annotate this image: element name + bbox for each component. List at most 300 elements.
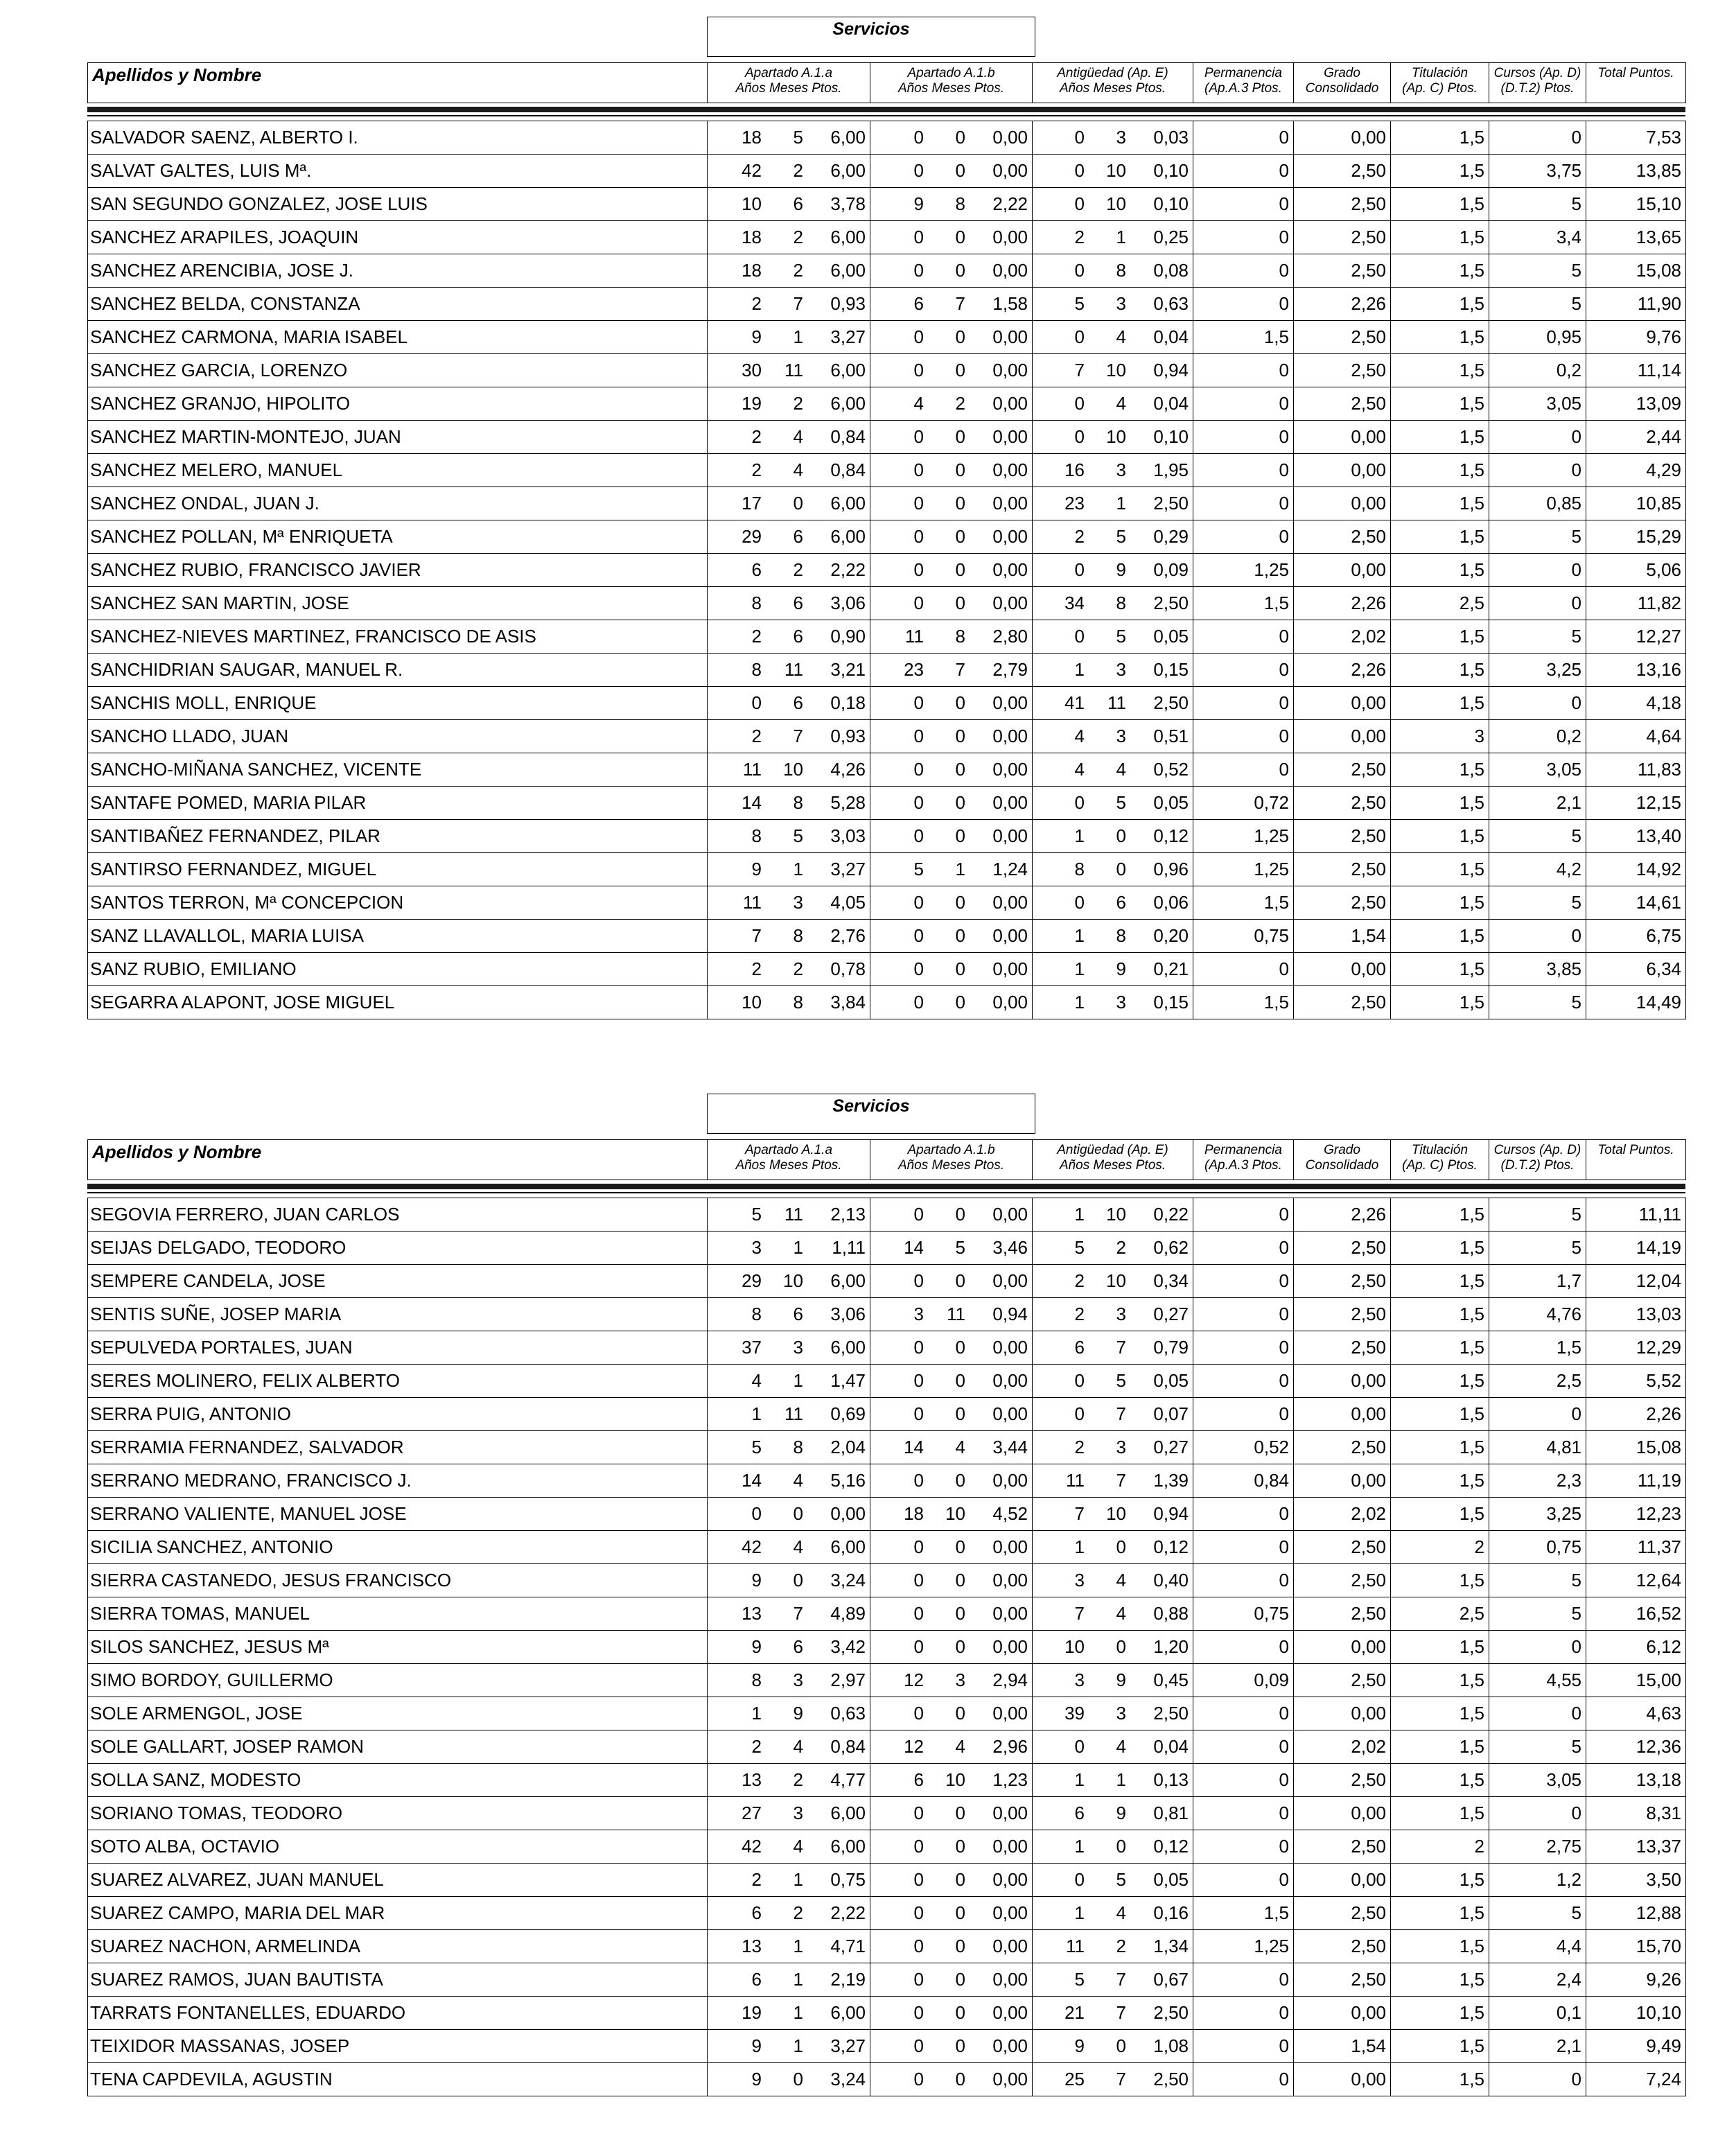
antiguedad-meses: 9	[1116, 958, 1126, 979]
person-name: SANCHEZ-NIEVES MARTINEZ, FRANCISCO DE ASIS	[88, 620, 708, 654]
a1a-meses: 2	[793, 227, 803, 247]
a1a-anos: 9	[751, 859, 762, 879]
antiguedad-ptos: 0,63	[1153, 293, 1189, 314]
cell-permanencia: 1,5	[1193, 1897, 1294, 1930]
antiguedad-anos: 3	[1074, 1570, 1085, 1590]
a1a-ptos: 1,47	[830, 1370, 866, 1391]
person-name: SERRA PUIG, ANTONIO	[88, 1398, 708, 1431]
a1a-meses: 4	[793, 459, 803, 480]
antiguedad-ptos: 0,52	[1153, 759, 1189, 780]
person-name: SANTAFE POMED, MARIA PILAR	[88, 787, 708, 820]
table-row	[88, 953, 1686, 986]
a1a-ptos: 4,89	[830, 1603, 866, 1624]
antiguedad-ptos: 0,62	[1153, 1237, 1189, 1258]
a1a-anos: 9	[751, 2069, 762, 2089]
cell-grado: 2,50	[1294, 1830, 1391, 1864]
antiguedad-ptos: 2,50	[1153, 2069, 1189, 2089]
a1b-meses: 8	[955, 193, 965, 214]
cell-cursos: 5	[1489, 1198, 1586, 1232]
a1b-anos: 0	[913, 992, 924, 1013]
cell-a1b	[870, 654, 1033, 687]
a1b-anos: 0	[913, 792, 924, 813]
antiguedad-meses: 2	[1116, 1936, 1126, 1956]
cell-antiguedad	[1033, 520, 1193, 554]
cell-total: 7,53	[1586, 121, 1686, 155]
a1b-ptos: 0,00	[992, 1403, 1028, 1424]
col-header-name: Apellidos y Nombre	[88, 1140, 708, 1180]
a1b-anos: 6	[913, 1769, 924, 1790]
cell-a1a	[708, 155, 870, 188]
cell-cursos: 2,4	[1489, 1963, 1586, 1997]
cell-a1a	[708, 1198, 870, 1232]
cell-total: 14,61	[1586, 886, 1686, 920]
antiguedad-anos: 1	[1074, 925, 1085, 946]
a1b-ptos: 0,00	[992, 1370, 1028, 1391]
cell-cursos: 2,1	[1489, 787, 1586, 820]
a1a-ptos: 6,00	[830, 260, 866, 281]
a1a-meses: 3	[793, 1337, 803, 1358]
a1b-ptos: 0,00	[992, 1969, 1028, 1990]
a1b-ptos: 0,00	[992, 526, 1028, 547]
a1a-meses: 6	[793, 1304, 803, 1324]
a1b-anos: 0	[913, 559, 924, 580]
a1b-ptos: 0,00	[992, 493, 1028, 514]
person-name: SERES MOLINERO, FELIX ALBERTO	[88, 1365, 708, 1398]
a1b-anos: 0	[913, 493, 924, 514]
a1a-meses: 1	[793, 859, 803, 879]
a1b-meses: 0	[955, 2069, 965, 2089]
cell-permanencia: 0	[1193, 1864, 1294, 1897]
a1a-meses: 8	[793, 992, 803, 1013]
a1b-meses: 2	[955, 393, 965, 414]
cell-a1b	[870, 1431, 1033, 1464]
antiguedad-ptos: 0,10	[1153, 193, 1189, 214]
a1a-anos: 13	[742, 1603, 762, 1624]
a1b-anos: 0	[913, 958, 924, 979]
a1a-meses: 0	[793, 1503, 803, 1524]
table-row	[88, 121, 1686, 155]
header-separator	[87, 1184, 1685, 1189]
a1a-anos: 1	[751, 1703, 762, 1724]
a1b-meses: 0	[955, 1370, 965, 1391]
a1a-anos: 27	[742, 1803, 762, 1823]
cell-a1b	[870, 1997, 1033, 2030]
antiguedad-ptos: 0,81	[1153, 1803, 1189, 1823]
a1a-meses: 5	[793, 825, 803, 846]
cell-antiguedad	[1033, 1830, 1193, 1864]
antiguedad-meses: 5	[1116, 1869, 1126, 1890]
a1a-anos: 18	[742, 127, 762, 148]
person-name: SUAREZ RAMOS, JUAN BAUTISTA	[88, 1963, 708, 1997]
antiguedad-anos: 8	[1074, 859, 1085, 879]
cell-a1b	[870, 1864, 1033, 1897]
cell-permanencia: 0	[1193, 1963, 1294, 1997]
table-row	[88, 1997, 1686, 2030]
cell-cursos: 0,95	[1489, 321, 1586, 354]
a1a-meses: 3	[793, 1803, 803, 1823]
person-name: SANCHEZ BELDA, CONSTANZA	[88, 288, 708, 321]
a1a-ptos: 6,00	[830, 360, 866, 380]
cell-a1b	[870, 820, 1033, 853]
antiguedad-meses: 7	[1116, 1403, 1126, 1424]
a1b-meses: 0	[955, 127, 965, 148]
antiguedad-anos: 7	[1074, 1603, 1085, 1624]
antiguedad-meses: 3	[1116, 459, 1126, 480]
col-header-antiguedad: Antigüedad (Ap. E) Años Meses Ptos.	[1033, 63, 1193, 103]
cell-permanencia: 0	[1193, 2030, 1294, 2063]
antiguedad-anos: 2	[1074, 526, 1085, 547]
person-name: TENA CAPDEVILA, AGUSTIN	[88, 2063, 708, 2096]
a1a-meses: 4	[793, 1736, 803, 1757]
cell-a1b	[870, 1897, 1033, 1930]
a1a-meses: 9	[793, 1703, 803, 1724]
a1b-ptos: 0,00	[992, 393, 1028, 414]
cell-grado: 0,00	[1294, 487, 1391, 520]
antiguedad-anos: 1	[1074, 992, 1085, 1013]
a1b-anos: 23	[904, 659, 924, 680]
a1b-meses: 0	[955, 1570, 965, 1590]
a1a-ptos: 0,84	[830, 1736, 866, 1757]
a1a-anos: 6	[751, 1969, 762, 1990]
a1b-anos: 14	[904, 1437, 924, 1457]
cell-total: 12,15	[1586, 787, 1686, 820]
cell-titulacion: 1,5	[1391, 321, 1489, 354]
cell-total: 12,23	[1586, 1498, 1686, 1531]
cell-cursos: 4,4	[1489, 1930, 1586, 1963]
cell-total: 12,88	[1586, 1897, 1686, 1930]
a1b-meses: 0	[955, 792, 965, 813]
cell-titulacion: 1,5	[1391, 1298, 1489, 1331]
a1a-ptos: 3,06	[830, 593, 866, 613]
cell-cursos: 3,25	[1489, 654, 1586, 687]
antiguedad-ptos: 0,10	[1153, 426, 1189, 447]
cell-titulacion: 1,5	[1391, 1431, 1489, 1464]
cell-a1b	[870, 554, 1033, 587]
table-row	[88, 2063, 1686, 2096]
a1b-meses: 0	[955, 260, 965, 281]
cell-antiguedad	[1033, 1331, 1193, 1365]
cell-grado: 0,00	[1294, 1398, 1391, 1431]
a1b-meses: 0	[955, 692, 965, 713]
cell-permanencia: 0	[1193, 421, 1294, 454]
a1a-ptos: 4,26	[830, 759, 866, 780]
cell-grado: 2,50	[1294, 1265, 1391, 1298]
antiguedad-meses: 4	[1116, 326, 1126, 347]
a1a-ptos: 6,00	[830, 1337, 866, 1358]
cell-permanencia: 0	[1193, 354, 1294, 387]
a1a-meses: 6	[793, 1636, 803, 1657]
a1a-meses: 6	[793, 593, 803, 613]
a1b-meses: 0	[955, 1902, 965, 1923]
cell-total: 15,70	[1586, 1930, 1686, 1963]
a1a-ptos: 3,27	[830, 859, 866, 879]
a1b-meses: 4	[955, 1736, 965, 1757]
cell-a1a	[708, 1265, 870, 1298]
a1a-anos: 9	[751, 1636, 762, 1657]
antiguedad-meses: 0	[1116, 825, 1126, 846]
a1b-meses: 0	[955, 958, 965, 979]
cell-grado: 2,26	[1294, 1198, 1391, 1232]
header-table	[87, 62, 1686, 103]
antiguedad-ptos: 0,20	[1153, 925, 1189, 946]
a1a-meses: 6	[793, 526, 803, 547]
a1a-anos: 13	[742, 1769, 762, 1790]
a1a-ptos: 6,00	[830, 2002, 866, 2023]
cell-titulacion: 2	[1391, 1830, 1489, 1864]
antiguedad-anos: 0	[1074, 127, 1085, 148]
antiguedad-meses: 10	[1106, 193, 1126, 214]
antiguedad-anos: 5	[1074, 1237, 1085, 1258]
a1a-anos: 10	[742, 992, 762, 1013]
cell-a1b	[870, 387, 1033, 421]
antiguedad-ptos: 0,05	[1153, 1869, 1189, 1890]
antiguedad-anos: 0	[1074, 626, 1085, 647]
a1a-ptos: 1,11	[832, 1237, 866, 1258]
col-header-a1a: Apartado A.1.a Años Meses Ptos.	[708, 1140, 870, 1180]
antiguedad-meses: 0	[1116, 2035, 1126, 2056]
cell-antiguedad	[1033, 2063, 1193, 2096]
a1a-meses: 2	[793, 1902, 803, 1923]
cell-cursos: 5	[1489, 1564, 1586, 1597]
antiguedad-anos: 10	[1064, 1636, 1085, 1657]
cell-total: 12,36	[1586, 1730, 1686, 1764]
a1b-ptos: 2,22	[992, 193, 1028, 214]
person-name: SANCHIS MOLL, ENRIQUE	[88, 687, 708, 720]
a1a-anos: 6	[751, 559, 762, 580]
cell-total: 3,50	[1586, 1864, 1686, 1897]
cell-antiguedad	[1033, 886, 1193, 920]
antiguedad-meses: 6	[1116, 892, 1126, 913]
a1b-ptos: 0,00	[992, 127, 1028, 148]
antiguedad-anos: 5	[1074, 293, 1085, 314]
a1a-meses: 11	[785, 659, 803, 680]
a1b-meses: 0	[955, 360, 965, 380]
cell-titulacion: 1,5	[1391, 2030, 1489, 2063]
a1b-meses: 1	[955, 859, 965, 879]
antiguedad-anos: 21	[1064, 2002, 1085, 2023]
cell-titulacion: 1,5	[1391, 654, 1489, 687]
antiguedad-meses: 0	[1116, 1836, 1126, 1857]
cell-a1a	[708, 520, 870, 554]
cell-titulacion: 1,5	[1391, 254, 1489, 288]
cell-cursos: 5	[1489, 1597, 1586, 1631]
cell-total: 12,64	[1586, 1564, 1686, 1597]
table-row	[88, 654, 1686, 687]
person-name: SANZ RUBIO, EMILIANO	[88, 953, 708, 986]
cell-a1b	[870, 520, 1033, 554]
cell-cursos: 0	[1489, 920, 1586, 953]
cell-cursos: 5	[1489, 1730, 1586, 1764]
table-row	[88, 321, 1686, 354]
a1a-anos: 2	[751, 1736, 762, 1757]
antiguedad-anos: 2	[1074, 227, 1085, 247]
antiguedad-ptos: 0,04	[1153, 326, 1189, 347]
cell-a1b	[870, 487, 1033, 520]
a1b-meses: 0	[955, 1836, 965, 1857]
a1b-ptos: 0,00	[992, 759, 1028, 780]
cell-cursos: 0,2	[1489, 720, 1586, 753]
a1a-meses: 6	[793, 692, 803, 713]
a1a-ptos: 5,28	[830, 792, 866, 813]
a1b-anos: 0	[913, 1337, 924, 1358]
a1b-anos: 12	[904, 1736, 924, 1757]
cell-permanencia: 0	[1193, 654, 1294, 687]
cell-total: 6,34	[1586, 953, 1686, 986]
cell-antiguedad	[1033, 920, 1193, 953]
cell-antiguedad	[1033, 1963, 1193, 1997]
cell-a1a	[708, 1232, 870, 1265]
cell-a1b	[870, 1830, 1033, 1864]
cell-cursos: 0,75	[1489, 1531, 1586, 1564]
table-row	[88, 1897, 1686, 1930]
a1a-ptos: 0,90	[830, 626, 866, 647]
cell-cursos: 5	[1489, 1897, 1586, 1930]
a1a-anos: 29	[742, 1270, 762, 1291]
cell-total: 13,16	[1586, 654, 1686, 687]
a1b-anos: 0	[913, 759, 924, 780]
antiguedad-anos: 1	[1074, 825, 1085, 846]
cell-antiguedad	[1033, 986, 1193, 1019]
a1a-meses: 4	[793, 1836, 803, 1857]
cell-permanencia: 0	[1193, 1764, 1294, 1797]
cell-a1b	[870, 1265, 1033, 1298]
cell-cursos: 2,5	[1489, 1365, 1586, 1398]
person-name: SANCHEZ GRANJO, HIPOLITO	[88, 387, 708, 421]
person-name: SANCHEZ ONDAL, JUAN J.	[88, 487, 708, 520]
cell-antiguedad	[1033, 1897, 1193, 1930]
cell-cursos: 2,3	[1489, 1464, 1586, 1498]
cell-cursos: 2,75	[1489, 1830, 1586, 1864]
antiguedad-meses: 1	[1116, 493, 1126, 514]
antiguedad-ptos: 2,50	[1153, 2002, 1189, 2023]
table-row	[88, 1730, 1686, 1764]
person-name: SIERRA TOMAS, MANUEL	[88, 1597, 708, 1631]
col-header-cursos: Cursos (Ap. D) (D.T.2) Ptos.	[1489, 1140, 1586, 1180]
a1a-anos: 2	[751, 426, 762, 447]
cell-cursos: 3,05	[1489, 1764, 1586, 1797]
cell-total: 4,18	[1586, 687, 1686, 720]
a1a-meses: 1	[793, 326, 803, 347]
cell-a1b	[870, 1697, 1033, 1730]
antiguedad-ptos: 2,50	[1153, 692, 1189, 713]
cell-cursos: 0	[1489, 1697, 1586, 1730]
cell-a1b	[870, 155, 1033, 188]
antiguedad-meses: 10	[1106, 426, 1126, 447]
cell-a1a	[708, 1664, 870, 1697]
cell-antiguedad	[1033, 121, 1193, 155]
cell-antiguedad	[1033, 753, 1193, 787]
table-row	[88, 188, 1686, 221]
a1b-ptos: 0,00	[992, 1603, 1028, 1624]
col-header-a1b: Apartado A.1.b Años Meses Ptos.	[870, 1140, 1033, 1180]
cell-permanencia: 0,72	[1193, 787, 1294, 820]
antiguedad-ptos: 0,06	[1153, 892, 1189, 913]
a1a-ptos: 0,18	[830, 692, 866, 713]
a1a-ptos: 6,00	[830, 1270, 866, 1291]
cell-a1a	[708, 487, 870, 520]
person-name: TARRATS FONTANELLES, EDUARDO	[88, 1997, 708, 2030]
cell-a1b	[870, 1464, 1033, 1498]
cell-cursos: 3,05	[1489, 387, 1586, 421]
cell-a1b	[870, 1298, 1033, 1331]
a1b-meses: 11	[947, 1304, 965, 1324]
a1b-meses: 0	[955, 426, 965, 447]
a1a-ptos: 2,97	[830, 1669, 866, 1690]
cell-permanencia: 0	[1193, 254, 1294, 288]
a1a-ptos: 3,84	[830, 992, 866, 1013]
cell-a1b	[870, 1232, 1033, 1265]
table-row	[88, 1764, 1686, 1797]
a1a-anos: 37	[742, 1337, 762, 1358]
a1a-meses: 5	[793, 127, 803, 148]
a1a-meses: 2	[793, 958, 803, 979]
antiguedad-ptos: 0,12	[1153, 825, 1189, 846]
col-header-permanencia: Permanencia (Ap.A.3 Ptos.	[1193, 63, 1294, 103]
cell-a1b	[870, 2030, 1033, 2063]
cell-total: 9,76	[1586, 321, 1686, 354]
a1a-anos: 6	[751, 1902, 762, 1923]
a1b-anos: 11	[905, 626, 924, 647]
a1a-ptos: 6,00	[830, 160, 866, 181]
table-row	[88, 986, 1686, 1019]
antiguedad-meses: 9	[1116, 1669, 1126, 1690]
cell-grado: 2,50	[1294, 986, 1391, 1019]
cell-cursos: 4,2	[1489, 853, 1586, 886]
cell-titulacion: 2,5	[1391, 1597, 1489, 1631]
cell-grado: 0,00	[1294, 454, 1391, 487]
antiguedad-meses: 3	[1116, 127, 1126, 148]
cell-cursos: 0,1	[1489, 1997, 1586, 2030]
cell-permanencia: 0	[1193, 687, 1294, 720]
cell-cursos: 3,4	[1489, 221, 1586, 254]
person-name: SUAREZ ALVAREZ, JUAN MANUEL	[88, 1864, 708, 1897]
a1b-meses: 0	[955, 2002, 965, 2023]
a1a-ptos: 6,00	[830, 1536, 866, 1557]
cell-permanencia: 0	[1193, 1531, 1294, 1564]
antiguedad-ptos: 1,95	[1153, 459, 1189, 480]
cell-permanencia: 0,09	[1193, 1664, 1294, 1697]
antiguedad-anos: 0	[1074, 326, 1085, 347]
a1b-ptos: 0,00	[992, 459, 1028, 480]
cell-grado: 0,00	[1294, 687, 1391, 720]
a1a-anos: 7	[751, 925, 762, 946]
cell-cursos: 0,2	[1489, 354, 1586, 387]
cell-permanencia: 0,84	[1193, 1464, 1294, 1498]
a1b-meses: 7	[955, 293, 965, 314]
cell-titulacion: 1,5	[1391, 487, 1489, 520]
a1b-anos: 0	[913, 593, 924, 613]
a1b-ptos: 0,00	[992, 825, 1028, 846]
cell-titulacion: 1,5	[1391, 1564, 1489, 1597]
cell-a1a	[708, 121, 870, 155]
cell-grado: 2,50	[1294, 753, 1391, 787]
a1a-ptos: 0,84	[830, 459, 866, 480]
antiguedad-meses: 2	[1116, 1237, 1126, 1258]
person-name: SERRANO MEDRANO, FRANCISCO J.	[88, 1464, 708, 1498]
a1a-meses: 7	[793, 293, 803, 314]
a1b-meses: 0	[955, 726, 965, 746]
cell-grado: 2,50	[1294, 886, 1391, 920]
antiguedad-ptos: 1,39	[1153, 1470, 1189, 1491]
antiguedad-meses: 10	[1106, 1204, 1126, 1225]
a1a-ptos: 6,00	[830, 1803, 866, 1823]
cell-permanencia: 0	[1193, 1564, 1294, 1597]
antiguedad-ptos: 0,07	[1153, 1403, 1189, 1424]
a1a-ptos: 6,00	[830, 526, 866, 547]
antiguedad-anos: 34	[1064, 593, 1085, 613]
cell-permanencia: 0	[1193, 221, 1294, 254]
cell-antiguedad	[1033, 787, 1193, 820]
